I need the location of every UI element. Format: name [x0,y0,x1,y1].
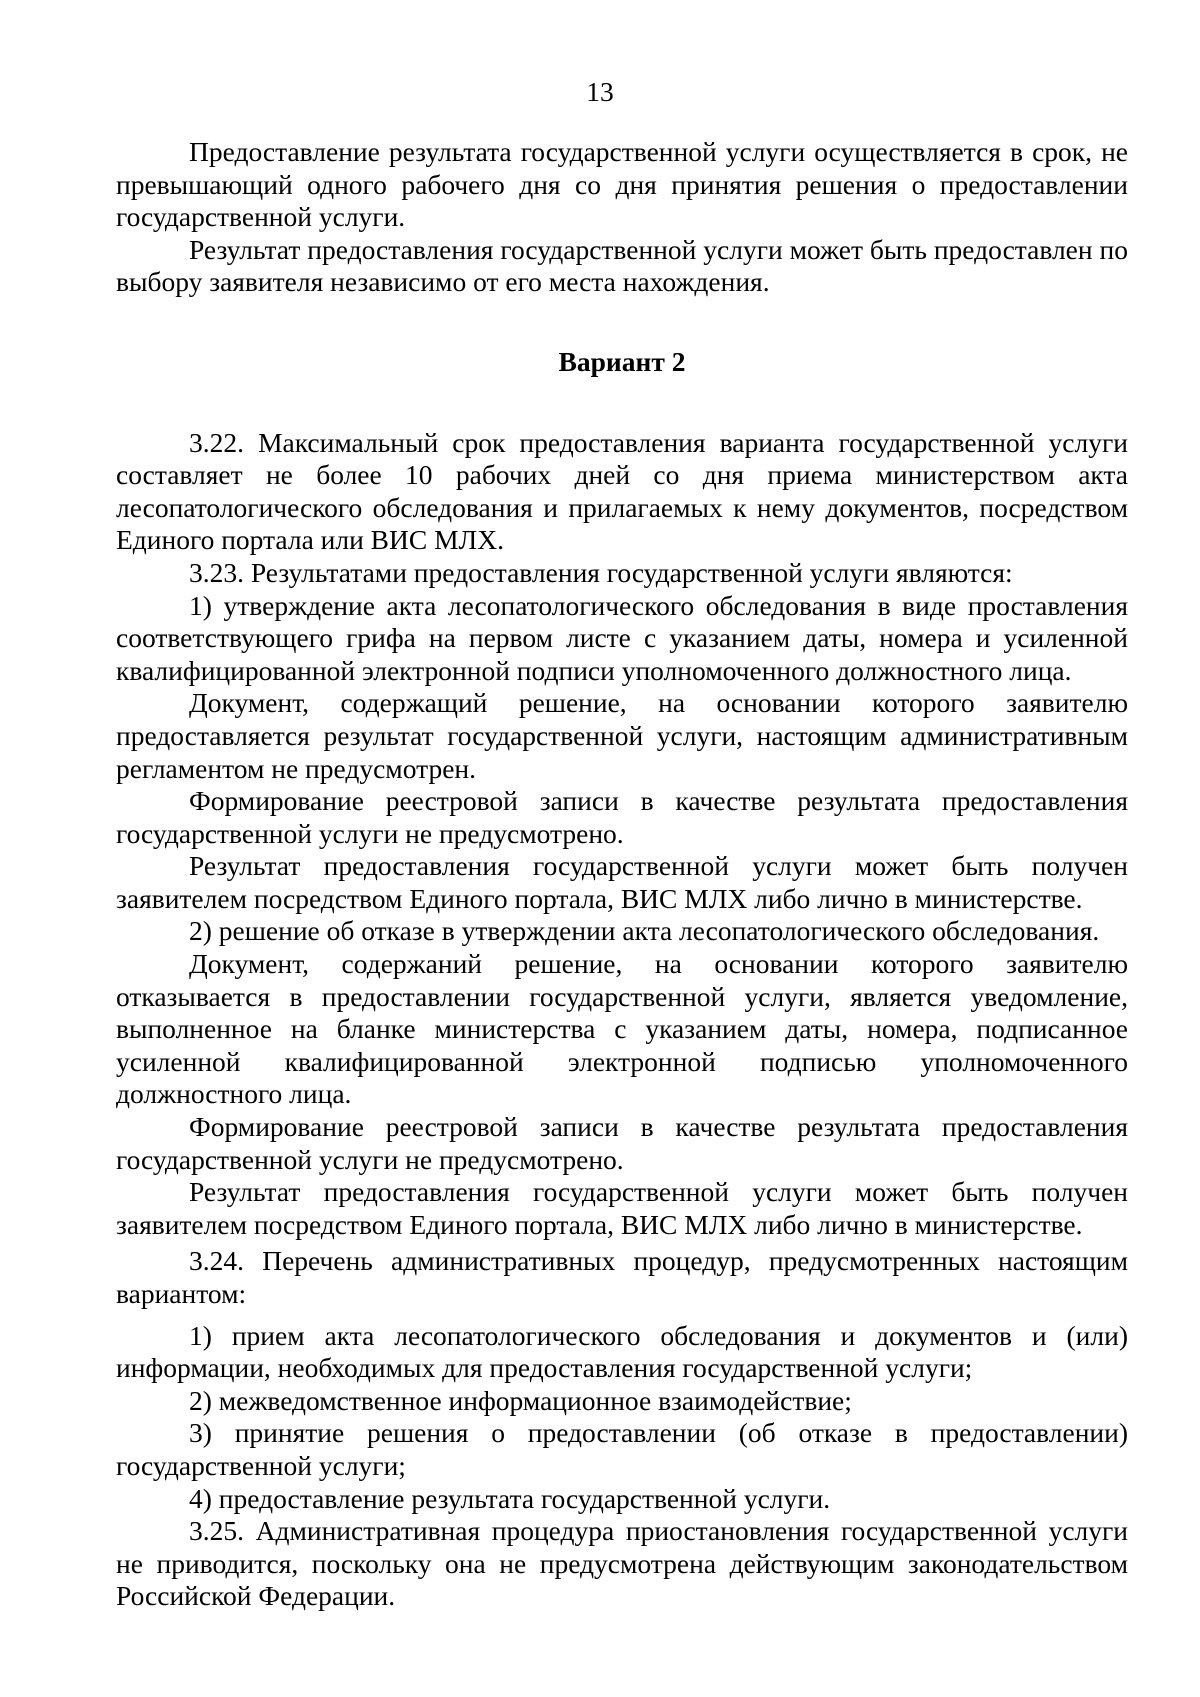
list-item: 4) предоставление результата государственной услуги. [189,1482,831,1514]
paragraph: Документ, содержаний решение, на основании которого заявителю отказывается в предоставлении государственной услуги, является уведомление, выполненное на бланке министерства с указанием даты, номера, подписанное усиленной квалифицированной электронной подписью уполномоченного должностного лица. [116,948,1128,1110]
paragraph: Документ, содержащий решение, на основании которого заявителю предоставляется результат государственной услуги, настоящим административным регламентом не предусмотрен. [116,687,1128,784]
paragraph: 3.23. Результатами предоставления государственной услуги являются: [189,556,1013,588]
paragraph: Результат предоставления государственной услуги может быть получен заявителем посредством Единого портала, ВИС МЛХ либо лично в министерстве. [116,1176,1128,1240]
paragraph: 3.25. Административная процедура приостановления государственной услуги не приводится, поскольку она не предусмотрена действующим законодательством Российской Федерации. [116,1515,1128,1612]
section-heading: Вариант 2 [558,345,686,377]
paragraph: Формирование реестровой записи в качестве результата предоставления государственной услуги не предусмотрено. [116,785,1128,849]
list-item: 1) утверждение акта лесопатологического обследования в виде проставления соответствующего грифа на первом листе с указанием даты, номера и усиленной квалифицированной электронной подписи уполномоченного должностного лица. [116,589,1128,686]
paragraph: Предоставление результата государственной услуги осуществляется в срок, не превышающий одного рабочего дня со дня принятия решения о предоставлении государственной услуги. [116,136,1128,233]
paragraph: 3.24. Перечень административных процедур, предусмотренных настоящим вариантом: [116,1245,1128,1309]
list-item: 3) принятие решения о предоставлении (об отказе в предоставлении) государственной услуги; [116,1417,1128,1481]
document-body [116,136,1128,1613]
list-item: 2) межведомственное информационное взаимодействие; [189,1384,852,1416]
page-number: 13 [586,76,614,107]
list-item: 1) прием акта лесопатологического обследования и документов и (или) информации, необходимых для предоставления государственной услуги; [116,1319,1128,1384]
list-item: 2) решение об отказе в утверждении акта лесопатологического обследования. [189,915,1100,947]
paragraph: 3.22. Максимальный срок предоставления варианта государственной услуги составляет не более 10 рабочих дней со дня приема министерством акта лесопатологического обследования и прилагаемых к нему документов, посредством Единого портала или ВИС МЛХ. [116,426,1128,556]
paragraph: Результат предоставления государственной услуги может быть предоставлен по выбору заявителя независимо от его места нахождения. [116,233,1128,298]
paragraph: Результат предоставления государственной услуги может быть получен заявителем посредством Единого портала, ВИС МЛХ либо лично в министерстве. [116,850,1128,914]
paragraph: Формирование реестровой записи в качестве результата предоставления государственной услуги не предусмотрено. [116,1111,1128,1175]
